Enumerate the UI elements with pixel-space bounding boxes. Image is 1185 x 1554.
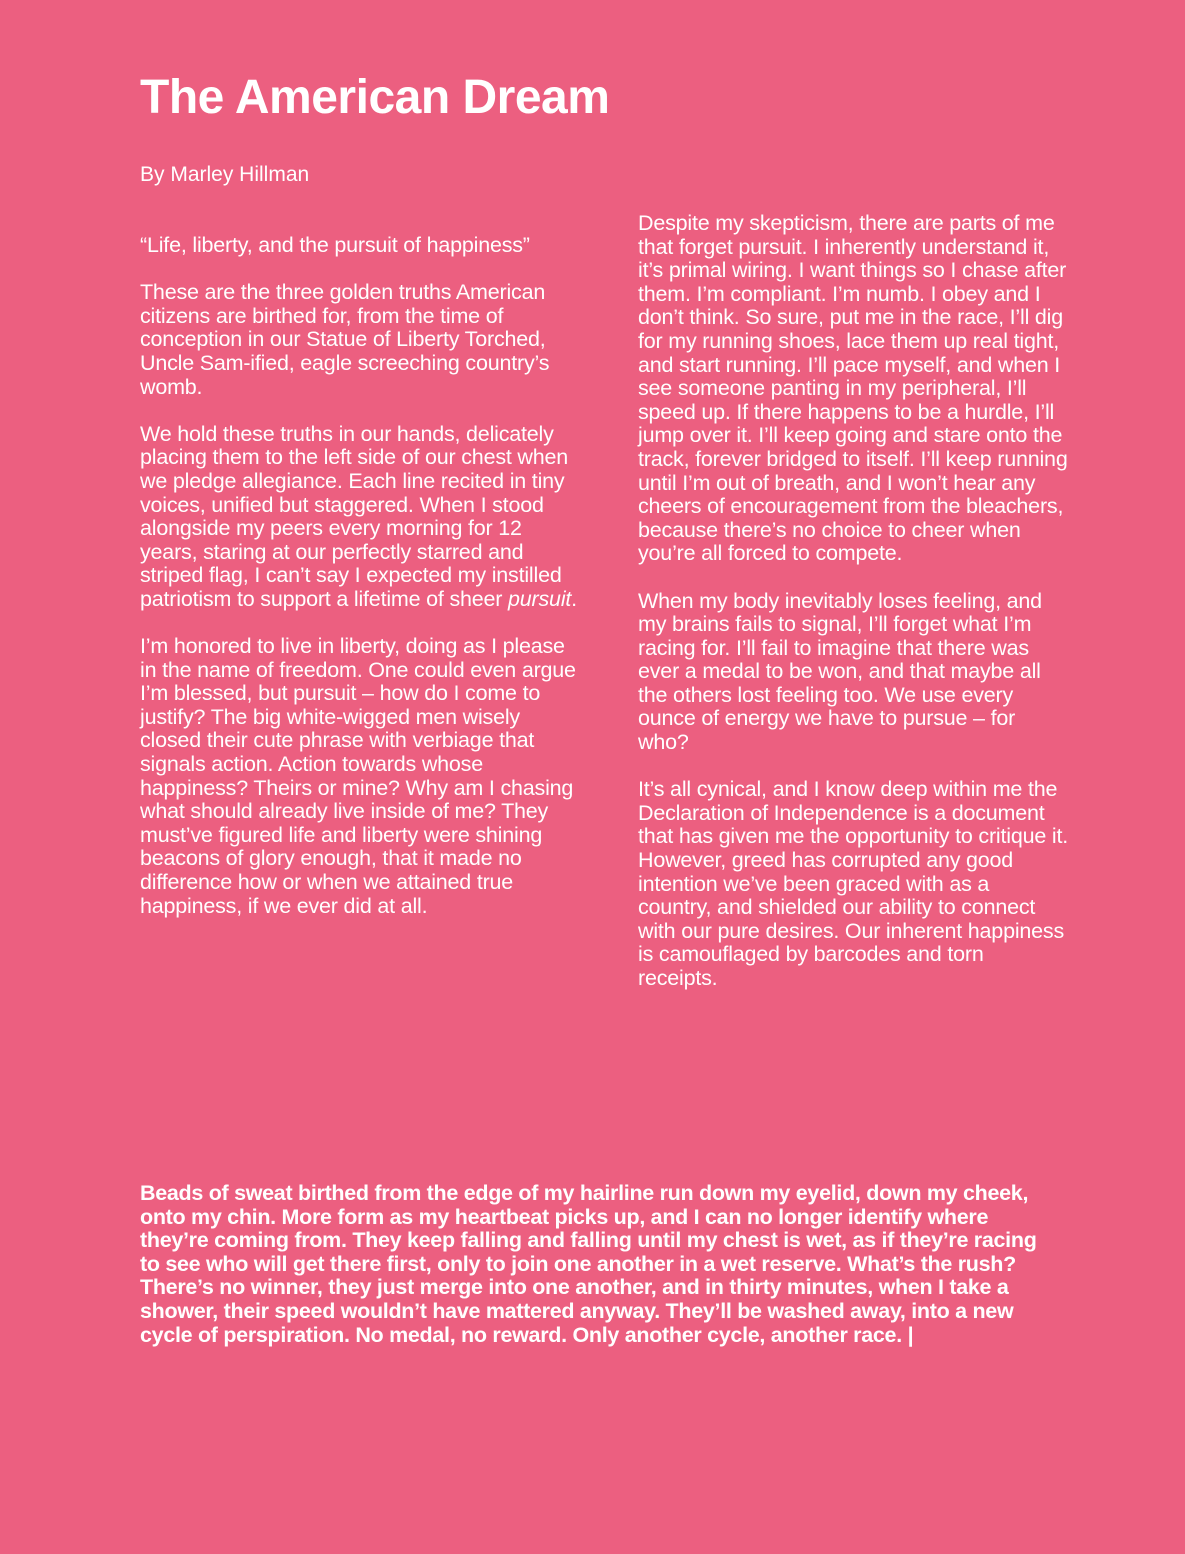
- body-paragraph: I’m honored to live in liberty, doing as I please in the name of freedom. One could even argue I’m blessed, but pursuit – how do I come to justify? The big white-wigged men wisely closed their cute phrase with verbiage that signals action. Action towards whose happiness? Theirs or mine? Why am I chasing what should already live inside of me? They must’ve figured life and liberty were shining beacons of glory enough, that it made no difference how or when we attained true happiness, if we ever did at all.: [140, 634, 576, 918]
- paragraph-text: We hold these truths in our hands, delicately placing them to the left side of our chest when we pledge allegiance. Each line recited in tiny voices, unified but staggered. When I stood alongside my peers every morning for 12 years, staring at our perfectly starred and striped flag, I can’t say I expected my instilled patriotism to support a lifetime of sheer: [140, 421, 569, 611]
- article-byline: By Marley Hillman: [140, 163, 310, 186]
- emphasized-word: pursuit: [508, 586, 572, 611]
- left-column: [140, 234, 580, 942]
- paragraph-text-end: .: [571, 586, 577, 611]
- body-paragraph: [140, 423, 580, 612]
- right-column: [638, 212, 1068, 1014]
- closing-paragraph: Beads of sweat birthed from the edge of my hairline run down my eyelid, down my cheek, onto my chin. More form as my heartbeat picks up, and I can no longer identify where they’re coming from. They keep falling and falling until my chest is wet, as if they’re racing to see who will get there first, only to join one another in a wet reserve. What’s the rush? There’s no winner, they just merge into one another, and in thirty minutes, when I take a shower, their speed wouldn’t have mattered anyway. They’ll be washed away, into a new cycle of perspiration. No medal, no reward. Only another cycle, another race. |: [140, 1181, 1037, 1347]
- body-paragraph: Despite my skepticism, there are parts of me that forget pursuit. I inherently understand it, it’s primal wiring. I want things so I chase after them. I’m compliant. I’m numb. I obey and I don’t think. So sure, put me in the race, I’ll dig for my running shoes, lace them up real tight, and start running. I’ll pace myself, and when I see someone panting in my peripheral, I’ll speed up. If there happens to be a hurdle, I’ll jump over it. I’ll keep going and stare onto the track, forever bridged to itself. I’ll keep running until I’m out of breath, and I won’t hear any cheers of encouragement from the bleachers, because there’s no choice to cheer when you’re all forced to compete.: [638, 211, 1068, 566]
- body-paragraph: When my body inevitably loses feeling, and my brains fails to signal, I’ll forget what I’m racing for. I’ll fail to imagine that there was ever a medal to be won, and that maybe all the others lost feeling too. We use every ounce of energy we have to pursue – for who?: [638, 588, 1042, 755]
- body-paragraph: It’s all cynical, and I know deep within me the Declaration of Independence is a document that has given me the opportunity to critique it. However, greed has corrupted any good intention we’ve been graced with as a country, and shielded our ability to connect with our pure desires. Our inherent happiness is camouflaged by barcodes and torn receipts.: [638, 777, 1069, 990]
- quote-paragraph: “Life, liberty, and the pursuit of happiness”: [140, 233, 530, 257]
- body-paragraph: These are the three golden truths American citizens are birthed for, from the time of conception in our Statue of Liberty Torched, Uncle Sam-ified, eagle screeching country’s womb.: [140, 280, 550, 399]
- article-title: The American Dream: [140, 71, 610, 124]
